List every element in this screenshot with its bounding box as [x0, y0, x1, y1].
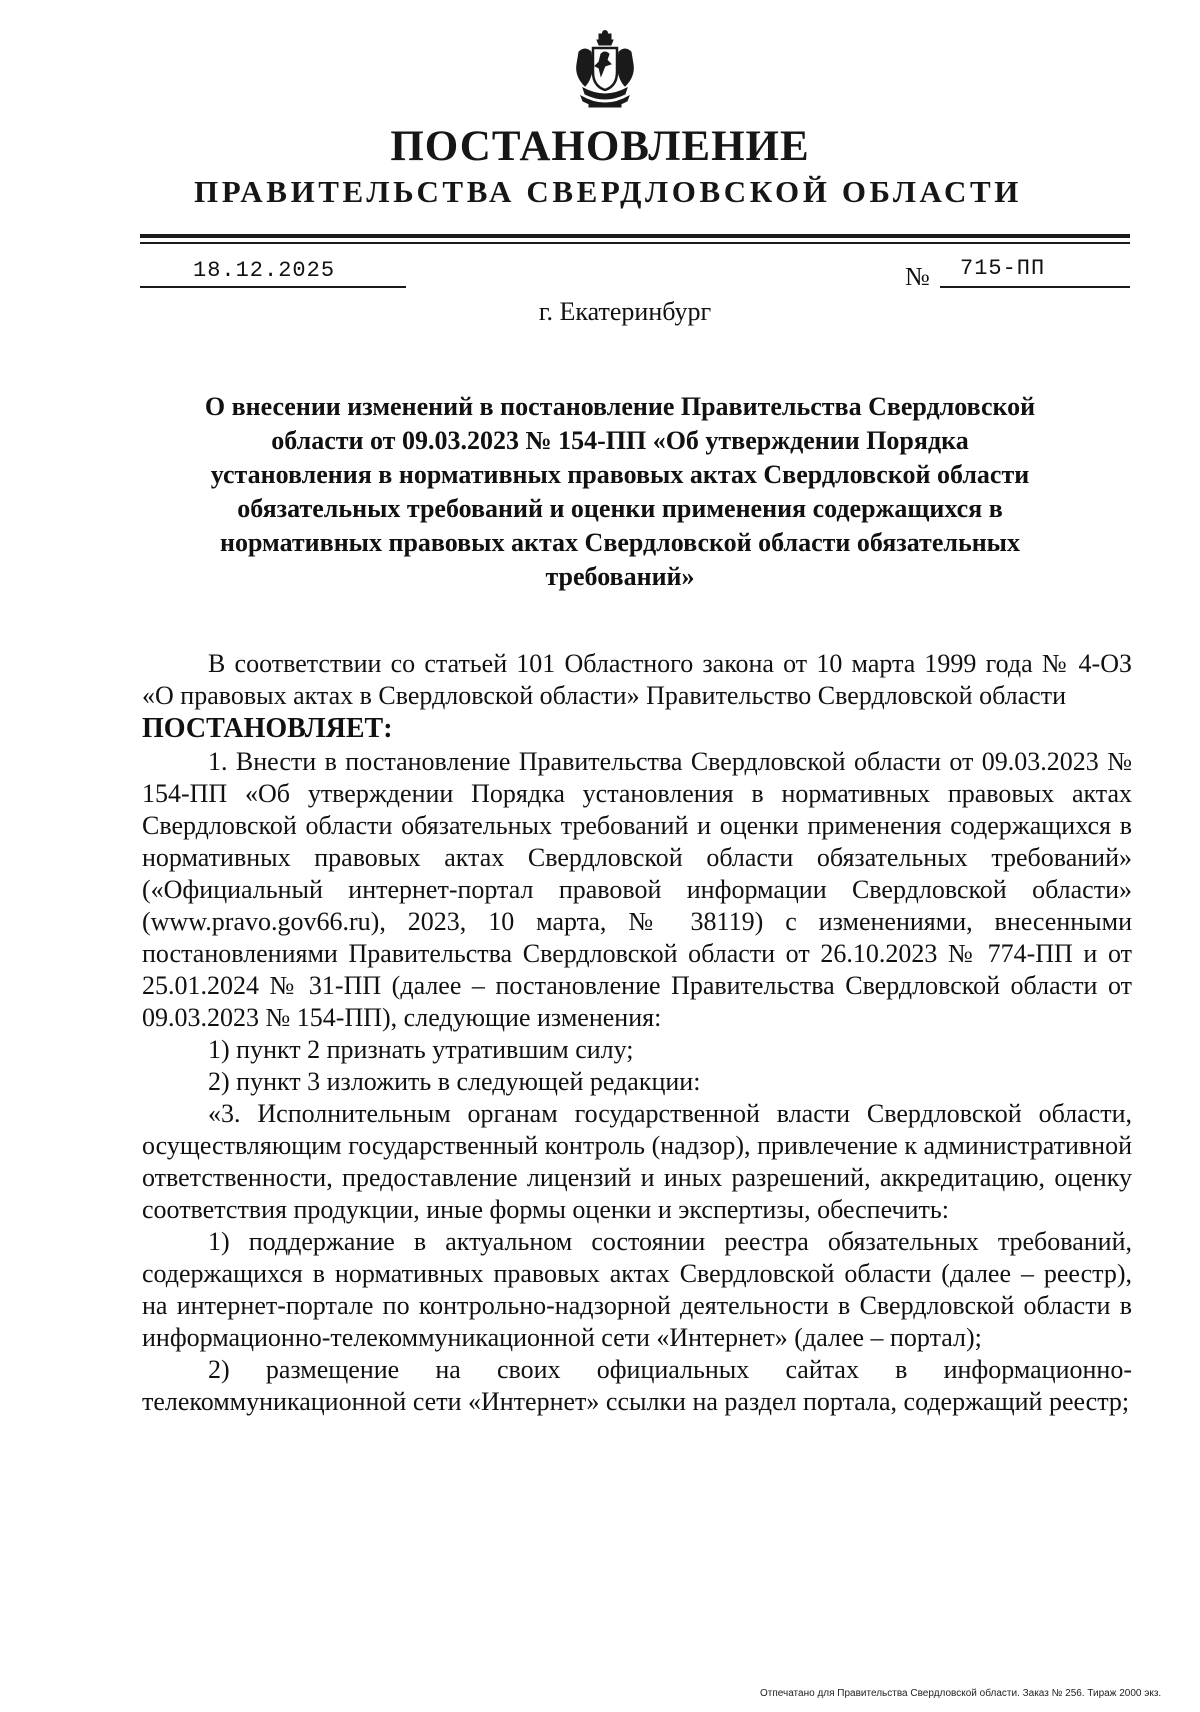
- document-heading: О внесении изменений в постановление Правительства Свердловской области от 09.03.2023 № 154-ПП «Об утверждении Порядка установления в нормативных правовых актах Свердловской области обязательных требований и оценки применения содержащихся в нормативных правовых актах Свердловской области обязательных требований»: [204, 392, 1036, 591]
- document-number: 715-ПП: [960, 256, 1046, 281]
- quote-item-3-2: 2) размещение на своих официальных сайтах в информационно-телекоммуникационной сети «Интернет» ссылки на раздел портала, содержащий реестр;: [142, 1355, 1132, 1416]
- date-underline: [140, 286, 406, 288]
- document-body: [142, 648, 1132, 1418]
- header-divider-thin: [140, 242, 1130, 244]
- sub-item-1: 1) пункт 2 признать утратившим силу;: [208, 1035, 634, 1064]
- coat-of-arms-icon: [575, 30, 635, 114]
- number-sign: №: [905, 262, 930, 291]
- print-note: Отпечатано для Правительства Свердловской области. Заказ № 256. Тираж 2000 экз.: [760, 1688, 1162, 1699]
- preamble-paragraph: В соответствии со статьей 101 Областного закона от 10 марта 1999 года № 4-ОЗ «О правовых актах в Свердловской области» Правительство Свердловской области: [142, 649, 1132, 710]
- document-title: ПОСТАНОВЛЕНИЕ: [390, 123, 810, 170]
- document-subtitle: ПРАВИТЕЛЬСТВА СВЕРДЛОВСКОЙ ОБЛАСТИ: [194, 174, 1022, 209]
- item-1-paragraph: 1. Внести в постановление Правительства Свердловской области от 09.03.2023 № 154-ПП «Об утверждении Порядка установления в нормативных правовых актах Свердловской области обязательных требований и оценки применения содержащихся в нормативных правовых актах Свердловской области обязательных требований» («Официальный интернет-портал правовой информации Свердловской области» (www.pravo.gov66.ru), 2023, 10 марта, № 38119) с изменениями, внесенными постановлениями Правительства Свердловской области от 26.10.2023 № 774-ПП и от 25.01.2024 № 31-ПП (далее – постановление Правительства Свердловской области от 09.03.2023 № 154-ПП), следующие изменения:: [142, 747, 1132, 1032]
- sub-item-2: 2) пункт 3 изложить в следующей редакции:: [208, 1067, 701, 1096]
- document-city: г. Екатеринбург: [538, 297, 712, 326]
- number-underline: [940, 286, 1130, 288]
- document-date: 18.12.2025: [193, 258, 336, 283]
- quote-item-3-1: 1) поддержание в актуальном состоянии реестра обязательных требований, содержащихся в нормативных правовых актах Свердловской области (далее – реестр), на интернет-портале по контрольно-надзорной деятельности в Свердловской области в информационно-телекоммуникационной сети «Интернет» (далее – портал);: [142, 1227, 1132, 1352]
- decree-word: ПОСТАНОВЛЯЕТ:: [142, 713, 393, 744]
- header-divider: [140, 234, 1130, 238]
- quote-item-3: «3. Исполнительным органам государственной власти Свердловской области, осуществляющим государственный контроль (надзор), привлечение к административной ответственности, предоставление лицензий и иных разрешений, аккредитацию, оценку соответствия продукции, иные формы оценки и экспертизы, обеспечить:: [142, 1099, 1132, 1224]
